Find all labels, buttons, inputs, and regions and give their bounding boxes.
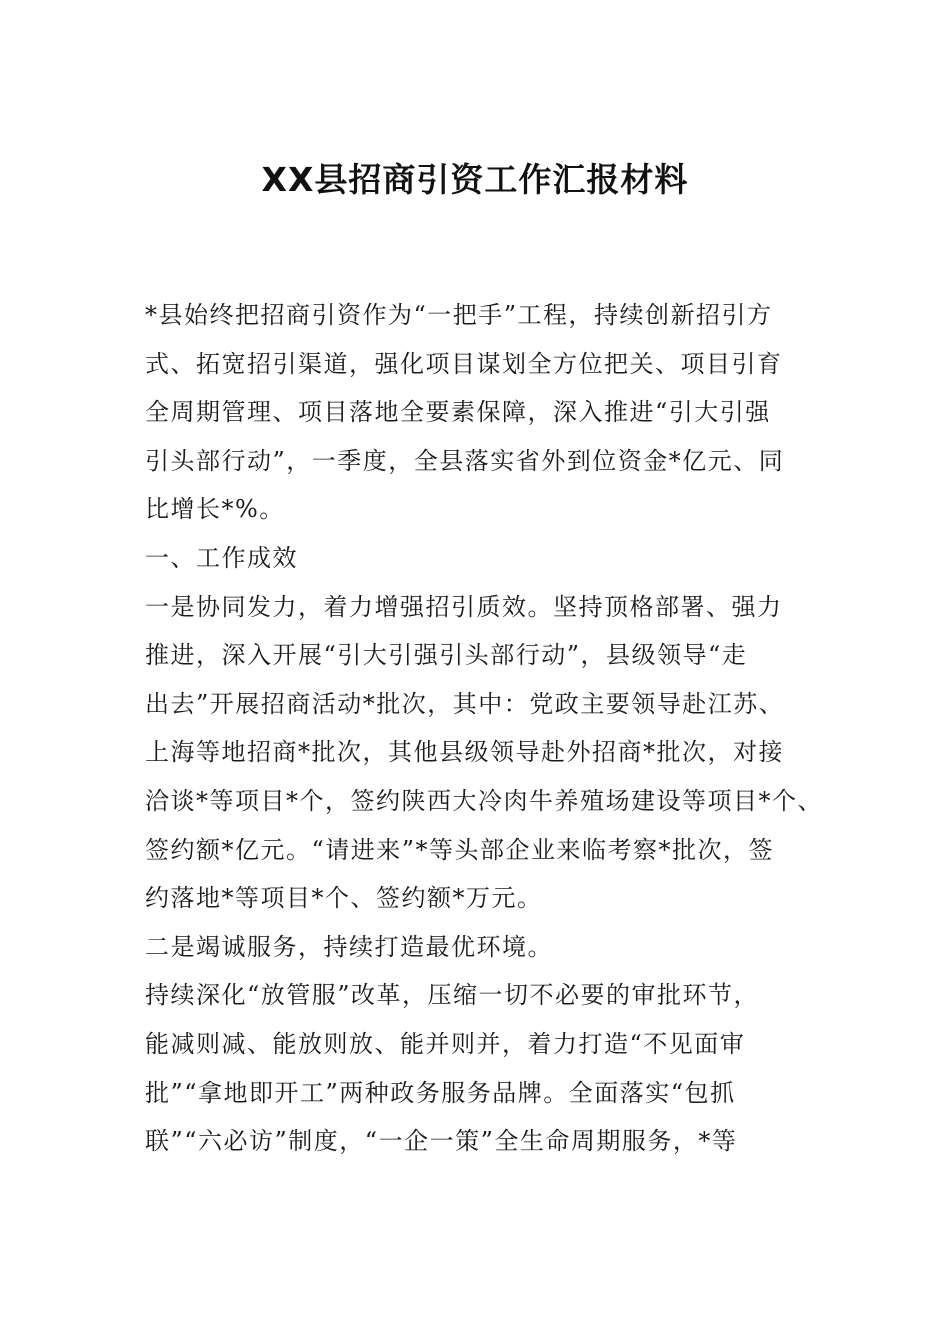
text-line: 联”“六必访”制度，“一企一策”全生命周期服务，*等 xyxy=(145,1127,738,1156)
text-line: 比增长*%。 xyxy=(145,495,285,524)
document-body xyxy=(145,291,825,1166)
text-line: *县始终把招商引资作为“一把手”工程，持续创新招引方 xyxy=(145,301,773,329)
section-heading-text: 一、工作成效 xyxy=(145,543,298,572)
paragraph-second-point-heading xyxy=(145,923,825,972)
paragraph-second-point xyxy=(145,971,825,1165)
text-line: 批”“拿地即开工”两种政务服务品牌。全面落实“包抓 xyxy=(145,1078,736,1107)
text-line: 出去”开展招商活动*批次，其中：党政主要领导赴江苏、 xyxy=(145,689,785,718)
section-heading xyxy=(145,534,825,583)
text-line: 洽谈*等项目*个，签约陕西大冷肉牛养殖场建设等项目*个、 xyxy=(145,786,823,815)
document-title: XX县招商引资工作汇报材料 xyxy=(261,160,689,199)
paragraph-intro xyxy=(145,291,825,534)
text-line: 上海等地招商*批次，其他县级领导赴外招商*批次，对接 xyxy=(145,738,784,767)
text-line: 引头部行动”，一季度，全县落实省外到位资金*亿元、同 xyxy=(145,446,785,475)
text-line: 全周期管理、项目落地全要素保障，深入推进“引大引强 xyxy=(145,398,771,427)
text-line: 推进，深入开展“引大引强引头部行动”，县级领导“走 xyxy=(145,641,748,670)
text-line: 持续深化“放管服”改革，压缩一切不必要的审批环节， xyxy=(145,981,760,1010)
text-line: 二是竭诚服务，持续打造最优环境。 xyxy=(145,932,553,961)
text-line: 式、拓宽招引渠道，强化项目谋划全方位把关、项目引育 xyxy=(145,349,783,378)
text-line: 能减则减、能放则放、能并则并，着力打造“不见面审 xyxy=(145,1029,746,1058)
text-line: 一是协同发力，着力增强招引质效。坚持顶格部署、强力 xyxy=(145,592,783,621)
text-line: 约落地*等项目*个、签约额*万元。 xyxy=(145,884,543,913)
text-line: 签约额*亿元。“请进来”*等头部企业来临考察*批次，签 xyxy=(145,835,775,864)
paragraph-first-point xyxy=(145,583,825,923)
